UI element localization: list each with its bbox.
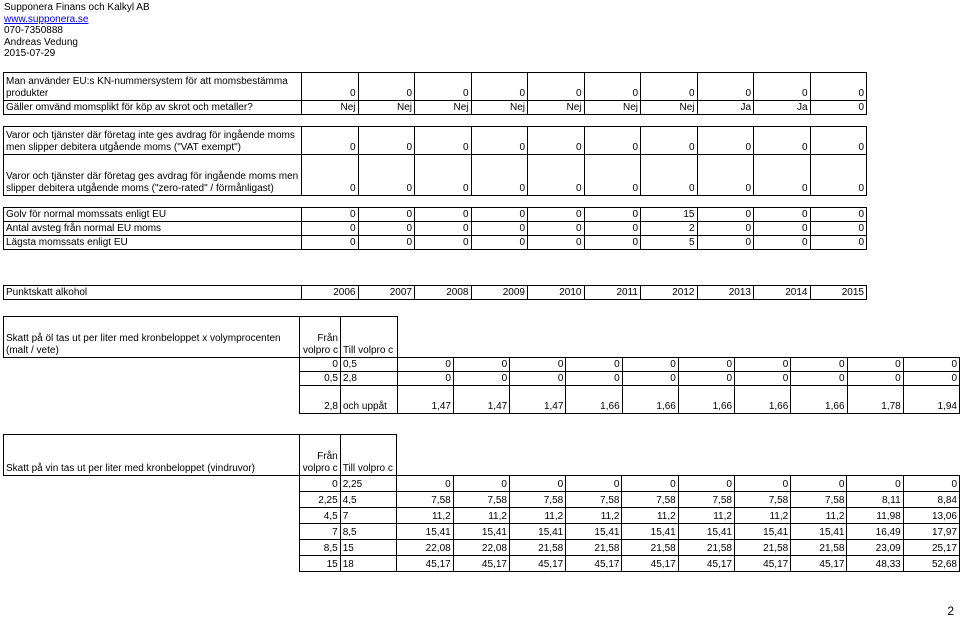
rate-cell: 11,2	[734, 508, 790, 524]
rate-cell: 7,58	[622, 492, 678, 508]
value-cell: 0	[641, 73, 698, 101]
wine-rate-row	[4, 508, 960, 524]
value-cell: 0	[697, 236, 754, 250]
empty-label-cell	[4, 492, 300, 508]
value-cell: 0	[754, 73, 811, 101]
rate-cell: 11,2	[791, 508, 847, 524]
row-label: Antal avsteg från normal EU moms	[4, 222, 302, 236]
from-value: 0	[299, 476, 340, 492]
value-cell: 0	[810, 222, 867, 236]
spacer-row	[4, 196, 867, 208]
rate-cell: 8,84	[903, 492, 959, 508]
value-cell: 0	[584, 208, 641, 222]
rate-cell: 0	[509, 476, 565, 492]
wine-header-row	[4, 435, 960, 476]
company-name: Supponera Finans och Kalkyl AB	[4, 2, 150, 13]
wine-rate-row	[4, 556, 960, 572]
value-cell: 0	[754, 208, 811, 222]
value-cell: 0	[810, 155, 867, 196]
row-label: Gäller omvänd momsplikt för köp av skrot och metaller?	[4, 101, 302, 115]
from-value: 8,5	[299, 540, 340, 556]
website-link[interactable]: www.supponera.se	[4, 13, 89, 25]
value-cell: 0	[358, 236, 415, 250]
year-cell: 2010	[528, 286, 585, 300]
vat-row	[4, 73, 867, 101]
value-cell: 0	[584, 127, 641, 155]
rate-cell: 7,58	[453, 492, 509, 508]
value-cell: 0	[754, 236, 811, 250]
value-cell: 0	[697, 222, 754, 236]
vat-row	[4, 155, 867, 196]
rate-cell: 21,58	[734, 540, 790, 556]
empty-label-cell	[4, 540, 300, 556]
vat-row	[4, 208, 867, 222]
value-cell: 0	[697, 127, 754, 155]
value-cell: 0	[358, 222, 415, 236]
year-cell: 2006	[302, 286, 359, 300]
rate-cell: 25,17	[903, 540, 959, 556]
empty-label-cell	[4, 476, 300, 492]
alcohol-label: Punktskatt alkohol	[4, 286, 302, 300]
beer-rate-row	[4, 386, 960, 414]
value-cell: Ja	[697, 101, 754, 115]
value-cell: 0	[471, 127, 528, 155]
rate-cell: 0	[397, 358, 453, 372]
rate-cell: 1,94	[903, 386, 959, 414]
document-header	[4, 2, 150, 60]
value-cell: 0	[810, 236, 867, 250]
alcohol-header-table	[3, 285, 867, 300]
value-cell: 0	[302, 236, 359, 250]
rate-cell: 11,98	[847, 508, 903, 524]
value-cell: 0	[302, 73, 359, 101]
value-cell: 0	[528, 208, 585, 222]
rate-cell: 15,41	[566, 524, 622, 540]
row-label: Varor och tjänster där företag inte ges avdrag för ingående moms men slipper debitera utgående moms ("VAT exempt")	[4, 127, 302, 155]
year-cell: 2011	[584, 286, 641, 300]
rate-cell: 15,41	[791, 524, 847, 540]
value-cell: 0	[697, 155, 754, 196]
year-cell: 2013	[697, 286, 754, 300]
phone-number: 070-7350888	[4, 25, 63, 37]
rate-cell: 21,58	[678, 540, 734, 556]
rate-cell: 0	[566, 358, 622, 372]
rate-cell: 21,58	[791, 540, 847, 556]
rate-cell: 0	[678, 372, 734, 386]
rate-cell: 22,08	[397, 540, 453, 556]
rate-cell: 0	[622, 358, 678, 372]
rate-cell: 15,41	[509, 524, 565, 540]
value-cell: 0	[528, 222, 585, 236]
rate-cell: 13,06	[903, 508, 959, 524]
value-cell: 0	[641, 155, 698, 196]
value-cell: 0	[358, 155, 415, 196]
value-cell: 0	[810, 208, 867, 222]
rate-cell: 0	[847, 476, 903, 492]
value-cell: Ja	[754, 101, 811, 115]
rate-cell: 23,09	[847, 540, 903, 556]
to-value: och uppåt	[340, 386, 397, 414]
rate-cell: 7,58	[734, 492, 790, 508]
year-cell: 2009	[471, 286, 528, 300]
rate-cell: 17,97	[903, 524, 959, 540]
year-cell: 2008	[415, 286, 472, 300]
value-cell: 0	[584, 155, 641, 196]
beer-label: Skatt på öl tas ut per liter med kronbeloppet x volymprocenten (malt / vete)	[4, 317, 300, 358]
value-cell: 0	[415, 208, 472, 222]
vat-table	[3, 72, 867, 250]
rate-cell: 21,58	[566, 540, 622, 556]
rate-cell: 0	[453, 372, 509, 386]
value-cell: 0	[471, 236, 528, 250]
page-number: 2	[947, 604, 954, 618]
rate-cell: 0	[678, 358, 734, 372]
value-cell: 0	[584, 222, 641, 236]
from-value: 0,5	[300, 372, 341, 386]
rate-cell: 1,66	[566, 386, 622, 414]
value-cell: 0	[528, 236, 585, 250]
rate-cell: 0	[453, 476, 509, 492]
wine-label: Skatt på vin tas ut per liter med kronbeloppet (vindruvor)	[4, 435, 300, 476]
value-cell: 15	[641, 208, 698, 222]
rate-cell: 45,17	[566, 556, 622, 572]
value-cell: Nej	[415, 101, 472, 115]
value-cell: 0	[415, 127, 472, 155]
beer-rate-row	[4, 358, 960, 372]
empty-label-cell	[4, 386, 300, 414]
value-cell: Nej	[584, 101, 641, 115]
rate-cell: 7,58	[791, 492, 847, 508]
rate-cell: 1,66	[735, 386, 791, 414]
from-value: 2,25	[299, 492, 340, 508]
value-cell: 0	[528, 127, 585, 155]
value-cell: 0	[697, 73, 754, 101]
value-cell: 0	[528, 73, 585, 101]
to-value: 18	[340, 556, 397, 572]
rate-cell: 7,58	[678, 492, 734, 508]
to-value: 7	[340, 508, 397, 524]
from-value: 7	[299, 524, 340, 540]
value-cell: 0	[415, 236, 472, 250]
rate-cell: 0	[791, 358, 847, 372]
to-header: Till volpro c	[340, 435, 397, 476]
value-cell: 0	[754, 222, 811, 236]
value-cell: 0	[810, 101, 867, 115]
from-header: Från volpro c	[300, 317, 341, 358]
to-value: 8,5	[340, 524, 397, 540]
rate-cell: 45,17	[678, 556, 734, 572]
document-date: 2015-07-29	[4, 48, 56, 60]
row-label: Man använder EU:s KN-nummersystem för att momsbestämma produkter	[4, 73, 302, 101]
wine-rate-row	[4, 524, 960, 540]
to-value: 15	[340, 540, 397, 556]
rate-cell: 0	[453, 358, 509, 372]
value-cell: 0	[415, 73, 472, 101]
year-cell: 2007	[358, 286, 415, 300]
spacer-cell	[4, 196, 867, 208]
rate-cell: 0	[735, 358, 791, 372]
rate-cell: 1,47	[510, 386, 566, 414]
empty-label-cell	[4, 372, 300, 386]
rate-cell: 45,17	[622, 556, 678, 572]
rate-cell: 0	[678, 476, 734, 492]
value-cell: 0	[302, 208, 359, 222]
rate-cell: 45,17	[734, 556, 790, 572]
rate-cell: 15,41	[397, 524, 453, 540]
rate-cell: 22,08	[453, 540, 509, 556]
rate-cell: 52,68	[903, 556, 959, 572]
value-cell: 0	[471, 73, 528, 101]
rate-cell: 0	[622, 476, 678, 492]
rate-cell: 21,58	[622, 540, 678, 556]
value-cell: 5	[641, 236, 698, 250]
rate-cell: 16,49	[847, 524, 903, 540]
value-cell: 0	[471, 155, 528, 196]
rate-cell: 0	[510, 372, 566, 386]
vat-row	[4, 127, 867, 155]
value-cell: Nej	[641, 101, 698, 115]
to-value: 2,25	[340, 476, 397, 492]
rate-cell: 1,66	[622, 386, 678, 414]
rate-cell: 45,17	[397, 556, 453, 572]
value-cell: 0	[302, 155, 359, 196]
rate-cell: 11,2	[397, 508, 453, 524]
value-cell: 0	[471, 208, 528, 222]
rate-cell: 0	[735, 372, 791, 386]
rate-cell: 1,78	[847, 386, 903, 414]
rate-cell: 21,58	[509, 540, 565, 556]
value-cell: 0	[358, 127, 415, 155]
beer-rate-row	[4, 372, 960, 386]
wine-rate-row	[4, 476, 960, 492]
rate-cell: 15,41	[734, 524, 790, 540]
contact-person: Andreas Vedung	[4, 36, 78, 48]
wine-rate-row	[4, 540, 960, 556]
from-value: 15	[299, 556, 340, 572]
value-cell: 0	[641, 127, 698, 155]
rate-cell: 0	[791, 372, 847, 386]
value-cell: Nej	[302, 101, 359, 115]
rate-cell: 11,2	[622, 508, 678, 524]
to-header: Till volpro c	[340, 317, 397, 358]
empty-label-cell	[4, 358, 300, 372]
rate-cell: 0	[903, 358, 959, 372]
value-cell: 0	[528, 155, 585, 196]
beer-tax-table	[3, 316, 960, 414]
beer-header-row	[4, 317, 960, 358]
rate-cell: 1,47	[453, 386, 509, 414]
rate-cell: 0	[734, 476, 790, 492]
spacer-cell	[4, 115, 867, 127]
to-value: 0,5	[340, 358, 397, 372]
year-cell: 2012	[641, 286, 698, 300]
spacer-row	[4, 115, 867, 127]
rate-cell: 11,2	[453, 508, 509, 524]
rate-cell: 1,66	[678, 386, 734, 414]
alcohol-year-row	[4, 286, 867, 300]
rate-cell: 15,41	[453, 524, 509, 540]
rate-cell: 45,17	[509, 556, 565, 572]
rate-cell: 11,2	[509, 508, 565, 524]
rate-cell: 0	[847, 358, 903, 372]
year-cell: 2014	[754, 286, 811, 300]
value-cell: 0	[302, 127, 359, 155]
rate-cell: 11,2	[678, 508, 734, 524]
to-value: 4,5	[340, 492, 397, 508]
to-value: 2,8	[340, 372, 397, 386]
value-cell: 2	[641, 222, 698, 236]
empty-label-cell	[4, 556, 300, 572]
value-cell: 0	[302, 222, 359, 236]
rate-cell: 0	[791, 476, 847, 492]
rate-cell: 0	[622, 372, 678, 386]
value-cell: Nej	[471, 101, 528, 115]
value-cell: 0	[415, 155, 472, 196]
rate-cell: 0	[397, 476, 453, 492]
row-label: Lägsta momssats enligt EU	[4, 236, 302, 250]
vat-row	[4, 236, 867, 250]
from-value: 0	[300, 358, 341, 372]
value-cell: 0	[584, 236, 641, 250]
from-value: 4,5	[299, 508, 340, 524]
rate-cell: 7,58	[509, 492, 565, 508]
value-cell: Nej	[528, 101, 585, 115]
from-header: Från volpro c	[299, 435, 340, 476]
rate-cell: 45,17	[791, 556, 847, 572]
rate-cell: 8,11	[847, 492, 903, 508]
vat-row	[4, 222, 867, 236]
value-cell: 0	[471, 222, 528, 236]
value-cell: 0	[415, 222, 472, 236]
empty-label-cell	[4, 524, 300, 540]
year-cell: 2015	[810, 286, 867, 300]
rate-cell: 7,58	[566, 492, 622, 508]
value-cell: Nej	[358, 101, 415, 115]
rate-cell: 1,66	[791, 386, 847, 414]
empty-label-cell	[4, 508, 300, 524]
rate-cell: 0	[847, 372, 903, 386]
wine-rate-row	[4, 492, 960, 508]
from-value: 2,8	[300, 386, 341, 414]
rate-cell: 48,33	[847, 556, 903, 572]
value-cell: 0	[810, 73, 867, 101]
rate-cell: 0	[566, 476, 622, 492]
row-label: Varor och tjänster där företag ges avdrag för ingående moms men slipper debitera utgående moms ("zero-rated" / förmånligast)	[4, 155, 302, 196]
value-cell: 0	[754, 127, 811, 155]
wine-tax-table	[3, 434, 960, 572]
rate-cell: 7,58	[397, 492, 453, 508]
header-filler	[397, 435, 960, 476]
value-cell: 0	[358, 208, 415, 222]
rate-cell: 15,41	[678, 524, 734, 540]
rate-cell: 0	[903, 372, 959, 386]
rate-cell: 0	[566, 372, 622, 386]
rate-cell: 0	[397, 372, 453, 386]
rate-cell: 45,17	[453, 556, 509, 572]
rate-cell: 0	[510, 358, 566, 372]
rate-cell: 1,47	[397, 386, 453, 414]
rate-cell: 0	[903, 476, 959, 492]
value-cell: 0	[810, 127, 867, 155]
rate-cell: 11,2	[566, 508, 622, 524]
value-cell: 0	[358, 73, 415, 101]
value-cell: 0	[754, 155, 811, 196]
value-cell: 0	[584, 73, 641, 101]
vat-row	[4, 101, 867, 115]
rate-cell: 15,41	[622, 524, 678, 540]
row-label: Golv för normal momssats enligt EU	[4, 208, 302, 222]
header-filler	[397, 317, 959, 358]
value-cell: 0	[697, 208, 754, 222]
